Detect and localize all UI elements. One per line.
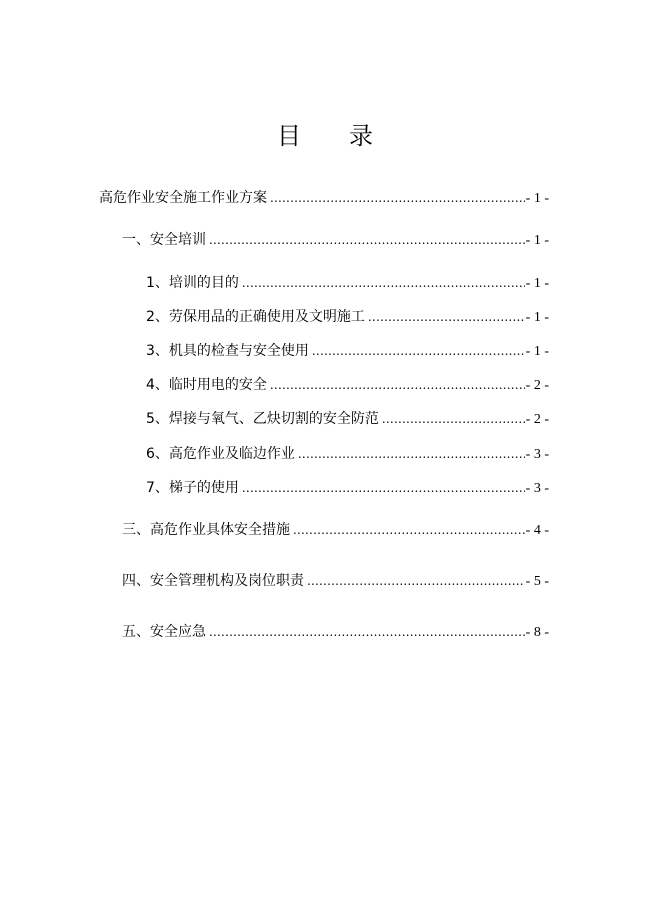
toc-leader-dots	[298, 444, 525, 464]
toc-leader-dots	[307, 571, 525, 591]
toc-entry[interactable]	[122, 520, 549, 540]
toc-page-number: - 1 -	[525, 233, 549, 248]
toc-leader-dots	[209, 230, 525, 250]
toc-entry[interactable]	[122, 571, 549, 591]
toc-entry-label: 3、机具的检查与安全使用	[146, 343, 309, 359]
toc-leader-dots	[368, 307, 525, 327]
toc-page-number: - 1 -	[525, 344, 549, 359]
toc-leader-dots	[209, 622, 525, 642]
toc-entry-label: 7、梯子的使用	[146, 480, 239, 496]
toc-leader-dots	[382, 409, 525, 429]
toc-page-number: - 3 -	[525, 447, 549, 462]
toc-entry-label: 2、劳保用品的正确使用及文明施工	[146, 309, 365, 325]
toc-entry[interactable]	[122, 622, 549, 642]
toc-page-number: - 3 -	[525, 481, 549, 496]
toc-leader-dots	[270, 188, 525, 208]
toc-leader-dots	[242, 273, 525, 293]
toc-entry[interactable]	[146, 307, 549, 327]
toc-leader-dots	[270, 375, 525, 395]
toc-page-number: - 5 -	[525, 574, 549, 589]
toc-entry[interactable]	[122, 230, 549, 250]
toc-entry-label: 五、安全应急	[122, 624, 206, 640]
toc-page-number: - 1 -	[525, 276, 549, 291]
toc-entry-label: 1、培训的目的	[146, 275, 239, 291]
title-char-2: 录	[349, 122, 373, 150]
toc-entry[interactable]	[99, 188, 549, 208]
toc-entry-label: 5、焊接与氧气、乙炔切割的安全防范	[146, 411, 379, 427]
toc-page-number: - 2 -	[525, 378, 549, 393]
toc-entry-label: 四、安全管理机构及岗位职责	[122, 573, 304, 589]
toc-entry[interactable]	[146, 444, 549, 464]
toc-entry-label: 6、高危作业及临边作业	[146, 446, 295, 462]
toc-entry[interactable]	[146, 409, 549, 429]
toc-leader-dots	[293, 520, 525, 540]
toc-page-number: - 1 -	[525, 191, 549, 206]
toc-entry[interactable]	[146, 273, 549, 293]
toc-entry[interactable]	[146, 341, 549, 361]
title-char-1: 目	[277, 122, 301, 150]
toc-entry[interactable]	[146, 478, 549, 498]
toc-entry-label: 4、临时用电的安全	[146, 377, 267, 393]
toc-entry-label: 一、安全培训	[122, 232, 206, 248]
toc-page-number: - 8 -	[525, 625, 549, 640]
toc-page-number: - 1 -	[525, 310, 549, 325]
toc-entry[interactable]	[146, 375, 549, 395]
toc-leader-dots	[242, 478, 525, 498]
toc-page-number: - 2 -	[525, 412, 549, 427]
toc-entry-label: 高危作业安全施工作业方案	[99, 190, 267, 206]
toc-leader-dots	[312, 341, 525, 361]
toc-entry-label: 三、高危作业具体安全措施	[122, 522, 290, 538]
toc-page-number: - 4 -	[525, 523, 549, 538]
